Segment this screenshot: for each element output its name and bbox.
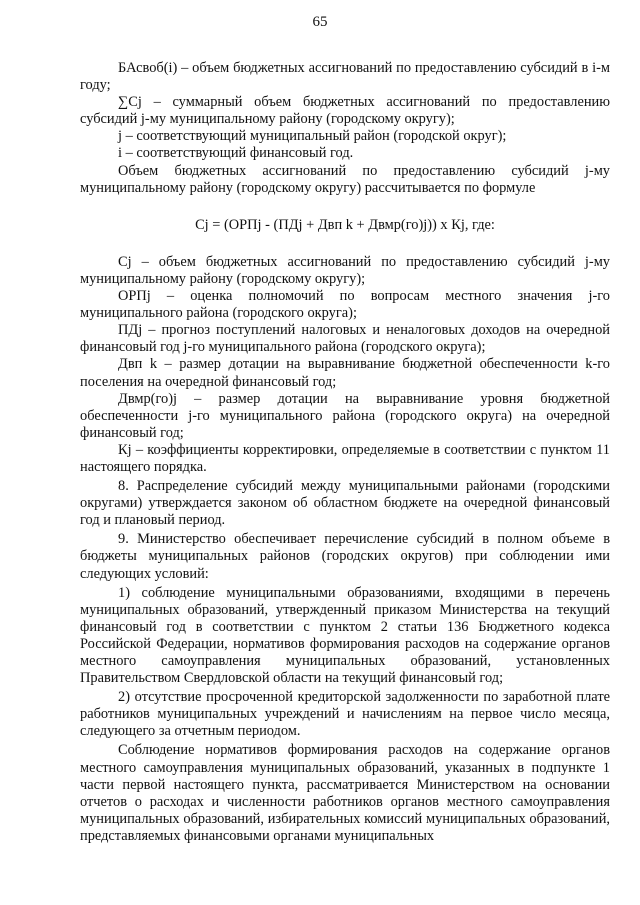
paragraph: ПДj – прогноз поступлений налоговых и неналоговых доходов на очередной финансовый год j-го муниципального района (городского округа);	[80, 322, 610, 356]
paragraph: Cj – объем бюджетных ассигнований по предоставлению субсидий j-му муниципальному району (городскому округу);	[80, 253, 610, 287]
paragraph: 9. Министерство обеспечивает перечисление субсидий в полном объеме в бюджеты муниципальных районов (городских округов) при соблюдении ими следующих условий:	[80, 531, 610, 582]
formula: Cj = (ОРПj - (ПДj + Двп k + Двмр(го)j)) х Кj, где:	[195, 216, 495, 233]
paragraph: 1) соблюдение муниципальными образованиями, входящими в перечень муниципальных образований, утвержденный приказом Министерства на текущий финансовый год в соответствии с пунктом 2 статьи 136 Бюджетного кодекса Российской Федерации, нормативов формирования расходов на содержание органов местного самоуправления муниципальных образований, установленных Правительством Свердловской области на текущий финансовый год;	[80, 584, 610, 687]
paragraph: ОРПj – оценка полномочий по вопросам местного значения j-го муниципального района (городского округа);	[80, 288, 610, 322]
paragraph: ∑Cj – суммарный объем бюджетных ассигнований по предоставлению субсидий j-му муниципальному району (городскому округу);	[80, 94, 610, 128]
paragraph: Двп k – размер дотации на выравнивание бюджетной обеспеченности k-го поселения на очередной финансовый год;	[80, 356, 610, 390]
paragraph: Двмр(го)j – размер дотации на выравнивание уровня бюджетной обеспеченности j-го муниципального района (городского округа) на очередной финансовый год;	[80, 390, 610, 441]
paragraph: Объем бюджетных ассигнований по предоставлению субсидий j-му муниципальному району (городскому округу) рассчитывается по формуле	[80, 162, 610, 196]
paragraph: Соблюдение нормативов формирования расходов на содержание органов местного самоуправления муниципальных образований, указанных в подпункте 1 части первой настоящего пункта, рассматривается Министерством на основании отчетов о расходах и численности работников органов местного самоуправления муниципальных образований, избирательных комиссий муниципальных образований, представляемых финансовыми органами муниципальных	[80, 742, 610, 844]
paragraph: j – соответствующий муниципальный район (городской округ);	[118, 128, 507, 145]
paragraph: БАсвоб(i) – объем бюджетных ассигнований по предоставлению субсидий в i-м году;	[80, 60, 610, 94]
paragraph: 2) отсутствие просроченной кредиторской задолженности по заработной плате работников муниципальных учреждений и начислениям на первое число месяца, следующего за отчетным периодом.	[80, 689, 610, 740]
paragraph: 8. Распределение субсидий между муниципальными районами (городскими округами) утверждается законом об областном бюджете на очередной финансовый год и плановый период.	[80, 478, 610, 529]
paragraph: i – соответствующий финансовый год.	[118, 145, 354, 162]
paragraph: Кj – коэффициенты корректировки, определяемые в соответствии с пунктом 11 настоящего порядка.	[80, 441, 610, 475]
page-number: 65	[312, 14, 328, 30]
document-body	[80, 60, 610, 845]
